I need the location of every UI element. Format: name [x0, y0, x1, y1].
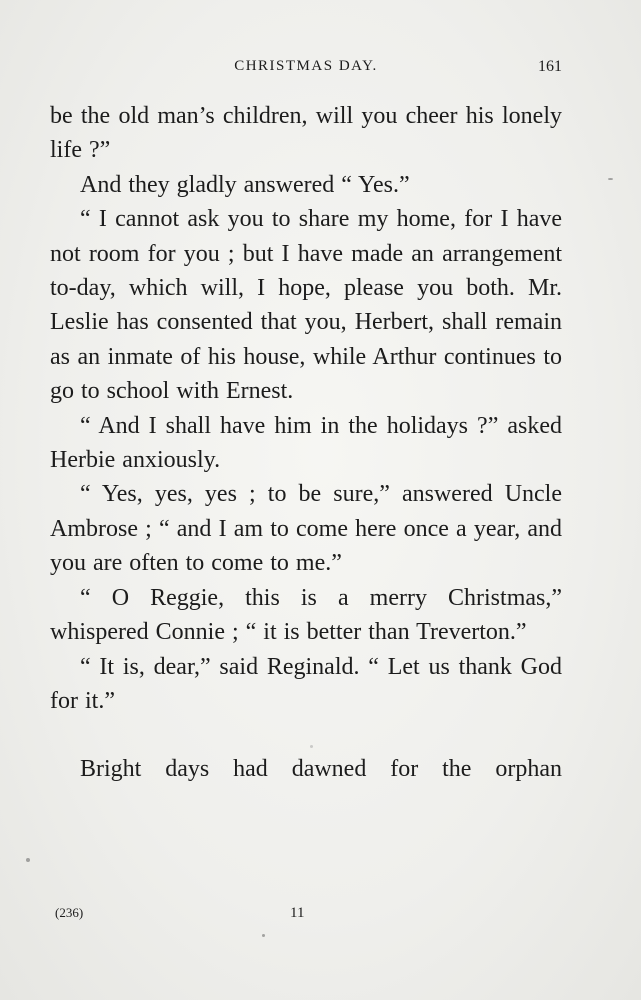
- paragraph-8: Bright days had dawned for the orphan: [80, 756, 562, 783]
- running-title: CHRISTMAS DAY.: [234, 58, 378, 74]
- ink-speck: [262, 934, 265, 937]
- paragraph-5: “ Yes, yes, yes ; to be sure,” answered Uncle Ambrose ; “ and I am to come here once a year, and you are often to come to me.”: [50, 481, 562, 577]
- signature-number: 11: [290, 905, 305, 921]
- ink-speck: [608, 178, 613, 180]
- paragraph-3: “ I cannot ask you to share my home, for I have not room for you ; but I have made an arrangement to-day, which will, I hope, please you both. Mr. Leslie has consented that you, Herbert, shall remain as an inmate of his house, while Arthur continues to go to school with Ernest.: [50, 206, 562, 405]
- paragraph-6: “ O Reggie, this is a merry Christmas,” whispered Connie ; “ it is better than Treverton.”: [50, 584, 562, 646]
- paragraph-1: be the old man’s children, will you cheer his lonely life ?”: [50, 103, 562, 164]
- running-head: [50, 58, 562, 82]
- ink-speck: [26, 858, 30, 862]
- body-text: [50, 99, 562, 787]
- paragraph-2: And they gladly answered “ Yes.”: [80, 171, 410, 198]
- signature-mark: (236): [55, 905, 84, 920]
- page-footer: [50, 905, 562, 929]
- ink-speck: [310, 745, 313, 748]
- page-number: 161: [538, 58, 562, 75]
- section-break: [50, 718, 562, 752]
- paragraph-7: “ It is, dear,” said Reginald. “ Let us thank God for it.”: [50, 653, 562, 714]
- paragraph-4: “ And I shall have him in the holidays ?” asked Herbie anxiously.: [50, 412, 562, 474]
